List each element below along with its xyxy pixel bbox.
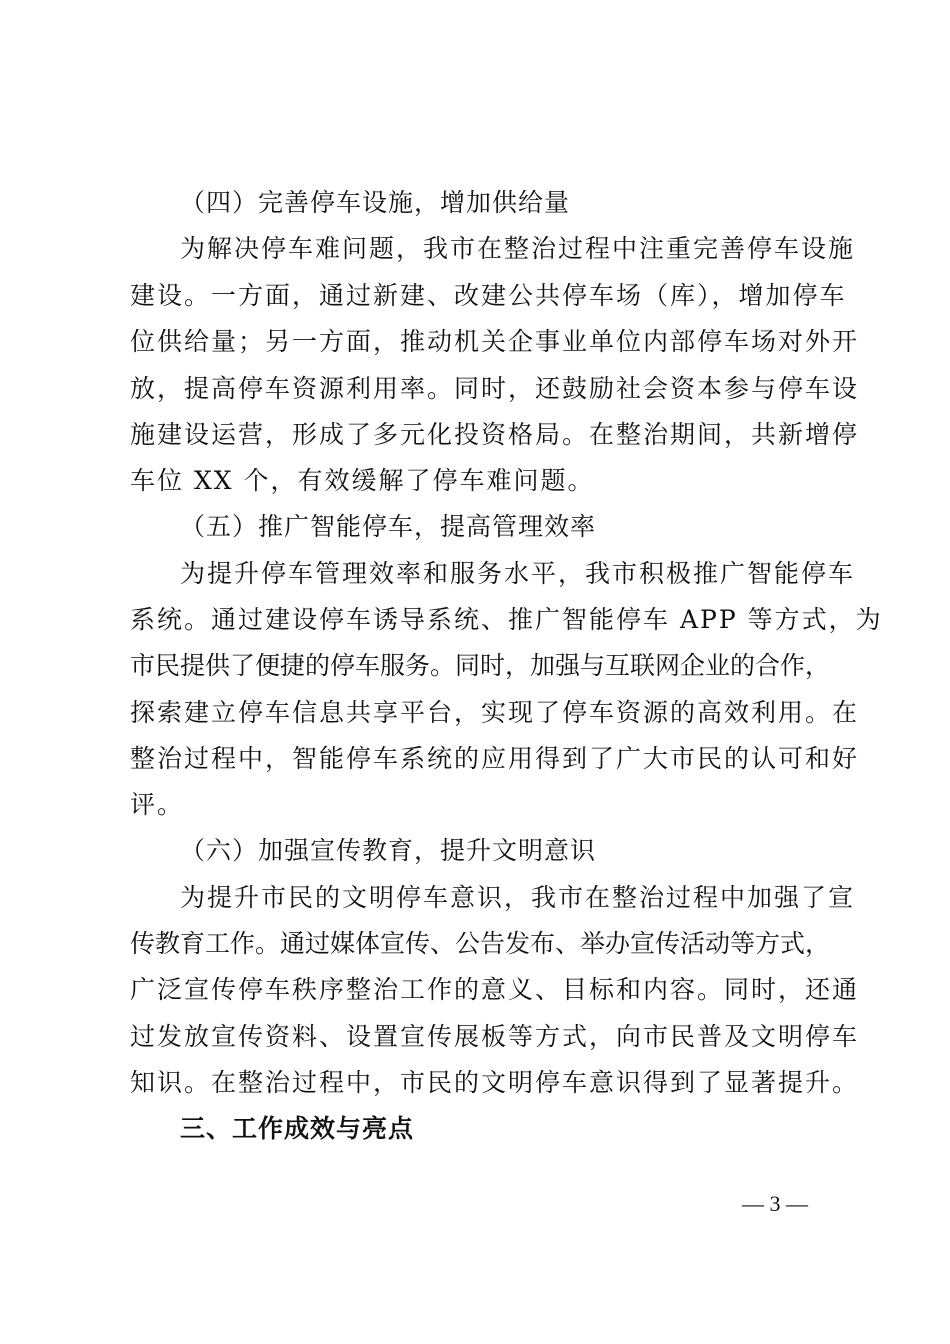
paragraph-line: 系统。通过建设停车诱导系统、推广智能停车 APP 等方式，为 [130,605,883,634]
page-number: — 3 — [742,1191,808,1216]
paragraph-line: 施建设运营，形成了多元化投资格局。在整治期间，共新增停 [130,420,860,449]
paragraph-line: 为提升市民的文明停车意识，我市在整治过程中加强了宣 [180,883,856,912]
paragraph-line: 传教育工作。通过媒体宣传、公告发布、举办宣传活动等方式， [130,929,831,958]
subsection-heading: （四）完善停车设施，增加供给量 [180,188,571,217]
paragraph-line: 探索建立停车信息共享平台，实现了停车资源的高效利用。在 [130,698,860,727]
paragraph-line: 车位 XX 个，有效缓解了停车难问题。 [130,466,595,495]
paragraph-line: 过发放宣传资料、设置宣传展板等方式，向市民普及文明停车 [130,1022,860,1051]
paragraph-line: 整治过程中，智能停车系统的应用得到了广大市民的认可和好 [130,744,860,773]
subsection-heading: （五）推广智能停车，提高管理效率 [180,512,597,541]
paragraph-line: 市民提供了便捷的停车服务。同时，加强与互联网企业的合作， [130,651,831,680]
paragraph-line: 位供给量；另一方面，推动机关企事业单位内部停车场对外开 [130,327,860,356]
paragraph-line: 为解决停车难问题，我市在整治过程中注重完善停车设施 [180,234,856,263]
paragraph-line: 放，提高停车资源利用率。同时，还鼓励社会资本参与停车设 [130,374,860,403]
paragraph-line: 为提升停车管理效率和服务水平，我市积极推广智能停车 [180,559,856,588]
paragraph-line: 知识。在整治过程中，市民的文明停车意识得到了显著提升。 [130,1068,860,1097]
paragraph-line: 建设。一方面，通过新建、改建公共停车场（库），增加停车 [130,281,847,310]
section-title: 三、工作成效与亮点 [180,1114,415,1143]
subsection-heading: （六）加强宣传教育，提升文明意识 [180,836,597,865]
paragraph-line: 广泛宣传停车秩序整治工作的意义、目标和内容。同时，还通 [130,975,860,1004]
paragraph-line: 评。 [130,790,185,819]
